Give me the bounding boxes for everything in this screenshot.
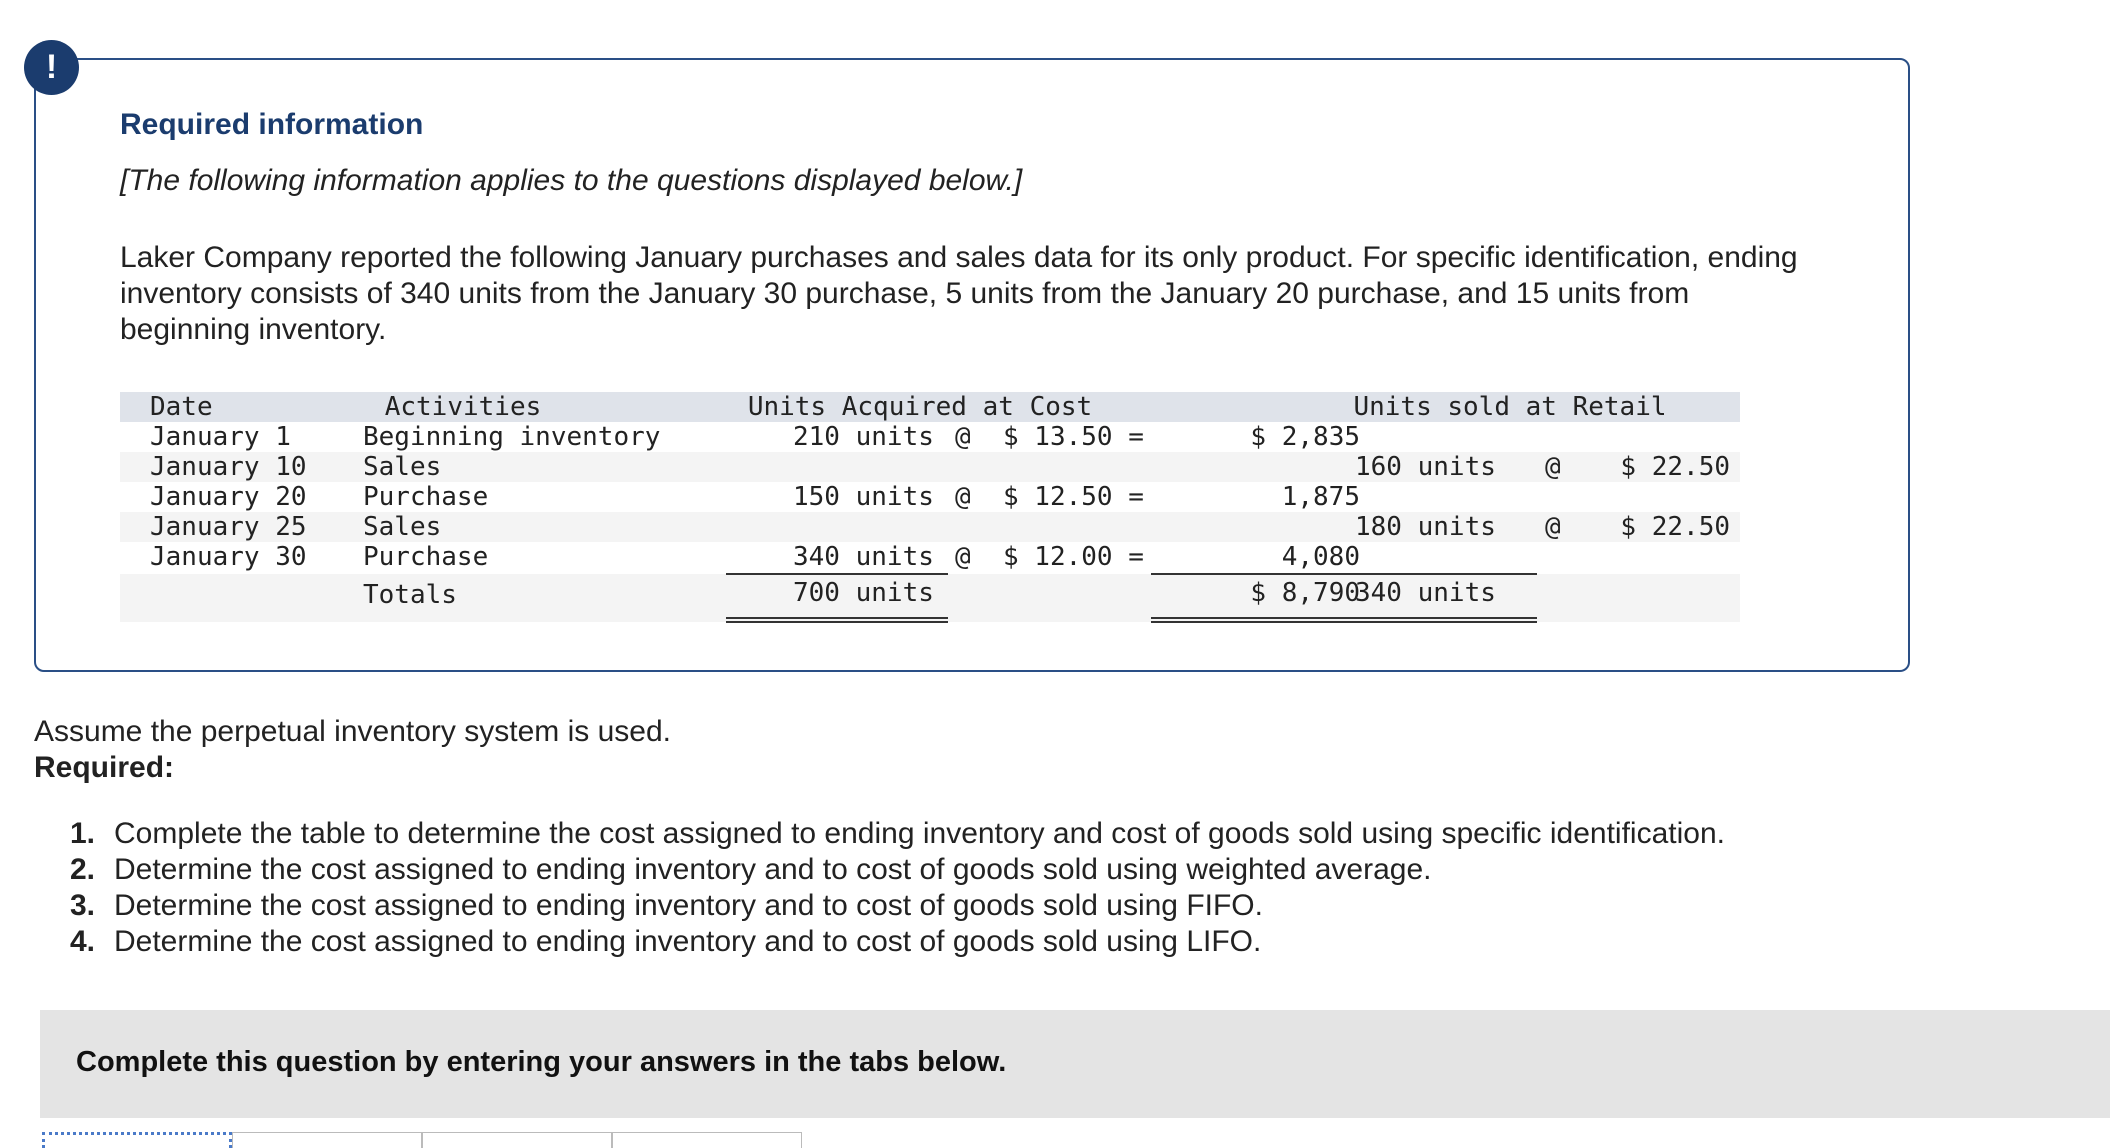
requirement-number: 2. — [70, 853, 96, 886]
row-activity: Sales — [363, 452, 442, 482]
row-acq-units: 210 units — [793, 422, 934, 452]
row-sold-at: @ — [1545, 512, 1561, 542]
required-label: Required: — [34, 751, 175, 784]
header-activities: Activities — [384, 392, 542, 422]
row-date: January 1 — [150, 422, 291, 452]
row-activity: Purchase — [363, 542, 489, 572]
underline-rule — [726, 573, 948, 575]
tab-required-4[interactable] — [612, 1132, 802, 1148]
row-acq-at: @ — [955, 542, 971, 572]
double-rule — [1151, 617, 1537, 619]
requirement-text: Determine the cost assigned to ending inventory and to cost of goods sold using weighted average. — [114, 853, 1432, 886]
row-acq-total: 1,875 — [1281, 482, 1360, 512]
requirement-number: 1. — [70, 817, 96, 850]
row-date: January 25 — [150, 512, 307, 542]
row-sold-price: $ 22.50 — [1620, 512, 1730, 542]
assumption-text: Assume the perpetual inventory system is used. — [34, 715, 671, 748]
info-title: Required information — [120, 108, 424, 141]
row-acq-at: @ — [955, 422, 971, 452]
row-date: January 10 — [150, 452, 307, 482]
double-rule — [726, 621, 948, 623]
instruction-bar — [40, 1010, 2110, 1118]
totals-sold-units: 340 units — [1355, 578, 1496, 608]
tab-required-3[interactable] — [422, 1132, 612, 1148]
underline-rule — [1151, 573, 1537, 575]
requirement-item — [70, 816, 1725, 852]
inventory-table — [120, 392, 1740, 622]
row-sold-units: 180 units — [1355, 512, 1496, 542]
row-activity: Beginning inventory — [363, 422, 661, 452]
row-acq-total: $ 2,835 — [1250, 422, 1360, 452]
row-acq-units: 150 units — [793, 482, 934, 512]
totals-acq-units: 700 units — [793, 578, 934, 608]
row-sold-price: $ 22.50 — [1620, 452, 1730, 482]
row-acq-cost: $ 13.50 = — [1003, 422, 1144, 452]
header-units-sold: Units sold at Retail — [1353, 392, 1667, 422]
requirement-item — [70, 888, 1725, 924]
totals-acq-total: $ 8,790 — [1250, 578, 1360, 608]
alert-icon: ! — [24, 40, 79, 95]
info-paragraph: Laker Company reported the following January purchases and sales data for its only product. For specific identification, ending inventory consists of 340 units from the January 30 purchase, 5 units from the January 20 purchase, and 15 units from beginning inventory. — [120, 241, 1798, 346]
row-acq-total: 4,080 — [1281, 542, 1360, 572]
row-acq-cost: $ 12.50 = — [1003, 482, 1144, 512]
requirement-number: 4. — [70, 925, 96, 958]
row-date: January 20 — [150, 482, 307, 512]
row-acq-units: 340 units — [793, 542, 934, 572]
requirement-number: 3. — [70, 889, 96, 922]
double-rule — [1151, 621, 1537, 623]
requirement-item — [70, 924, 1725, 960]
requirement-item — [70, 852, 1725, 888]
requirement-text: Determine the cost assigned to ending inventory and to cost of goods sold using FIFO. — [114, 889, 1263, 922]
totals-label: Totals — [363, 580, 457, 610]
row-acq-at: @ — [955, 482, 971, 512]
double-rule — [726, 617, 948, 619]
row-date: January 30 — [150, 542, 307, 572]
header-units-acquired: Units Acquired at Cost — [747, 392, 1093, 422]
requirement-text: Determine the cost assigned to ending inventory and to cost of goods sold using LIFO. — [114, 925, 1262, 958]
row-activity: Purchase — [363, 482, 489, 512]
row-acq-cost: $ 12.00 = — [1003, 542, 1144, 572]
tab-required-2[interactable] — [232, 1132, 422, 1148]
requirements-list — [70, 816, 1725, 960]
row-sold-at: @ — [1545, 452, 1561, 482]
requirement-text: Complete the table to determine the cost assigned to ending inventory and cost of goods sold using specific identification. — [114, 817, 1725, 850]
row-sold-units: 160 units — [1355, 452, 1496, 482]
header-date: Date — [150, 392, 213, 422]
instruction-text: Complete this question by entering your answers in the tabs below. — [76, 1046, 1007, 1078]
assumption-block — [34, 714, 671, 786]
tab-required-1[interactable] — [42, 1132, 232, 1148]
info-subtitle: [The following information applies to the questions displayed below.] — [120, 164, 1023, 197]
row-activity: Sales — [363, 512, 442, 542]
